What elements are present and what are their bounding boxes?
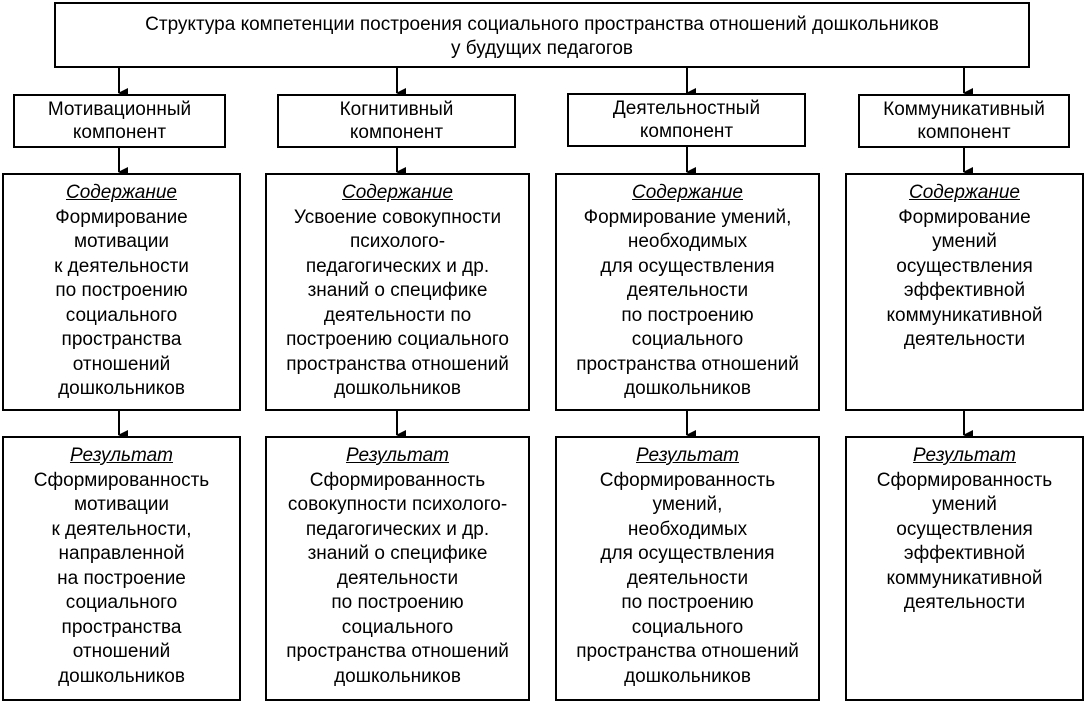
motivational-result-box <box>2 436 241 701</box>
communicative-result-box <box>845 436 1084 701</box>
diagram-title-box <box>54 2 1030 68</box>
activity-content-box <box>555 173 820 411</box>
communicative-component-box <box>858 94 1070 148</box>
content-to-result-arrows <box>119 410 964 435</box>
communicative-component-label: Коммуникативный компонент <box>883 99 1045 143</box>
cognitive-component-box <box>277 94 516 148</box>
activity-content-heading: Содержание <box>632 182 743 203</box>
title-to-component-arrows <box>119 68 964 93</box>
motivational-content-box <box>2 173 241 411</box>
cognitive-content-heading: Содержание <box>342 182 453 203</box>
communicative-result-heading: Результат <box>912 445 1016 466</box>
motivational-result-text: Сформированность мотивации к деятельности, направленной на построение социального пространства отношений дошкольников <box>33 469 210 687</box>
communicative-result-text: Сформированность умений осуществления эффективной коммуникативной деятельности <box>876 469 1053 613</box>
diagram-title: Структура компетенции построения социального пространства отношений дошкольников у будущих педагогов <box>145 14 939 59</box>
cognitive-content-box <box>265 173 530 411</box>
communicative-content-heading: Содержание <box>909 182 1020 203</box>
activity-result-heading: Результат <box>635 445 739 466</box>
cognitive-result-heading: Результат <box>345 445 449 466</box>
activity-content-text: Формирование умений, необходимых для осуществления деятельности по построению социального пространства отношений дошкольников <box>576 206 799 399</box>
activity-result-box <box>555 436 820 701</box>
activity-result-text: Сформированность умений, необходимых для осуществления деятельности по построению социального пространства отношений дошкольников <box>576 469 799 687</box>
motivational-component-box <box>13 94 226 148</box>
motivational-content-text: Формирование мотивации к деятельности по построению социального пространства отношений дошкольников <box>54 206 189 399</box>
communicative-content-text: Формирование умений осуществления эффективной коммуникативной деятельности <box>886 206 1043 350</box>
activity-component-label: Деятельностный компонент <box>612 98 761 142</box>
component-to-content-arrows <box>119 147 964 172</box>
cognitive-result-box <box>265 436 530 701</box>
communicative-content-box <box>845 173 1084 411</box>
cognitive-component-label: Когнитивный компонент <box>339 99 454 143</box>
motivational-component-label: Мотивационный компонент <box>47 99 192 143</box>
activity-component-box <box>567 93 806 147</box>
motivational-result-heading: Результат <box>69 445 173 466</box>
cognitive-result-text: Сформированность совокупности психолого- педагогических и др. знаний о специфике деятельности по построению социального пространства отношений дошкольников <box>286 469 509 687</box>
cognitive-content-text: Усвоение совокупности психолого- педагогических и др. знаний о специфике деятельности по построению социального пространства отношений дошкольников <box>286 206 509 399</box>
motivational-content-heading: Содержание <box>66 182 177 203</box>
